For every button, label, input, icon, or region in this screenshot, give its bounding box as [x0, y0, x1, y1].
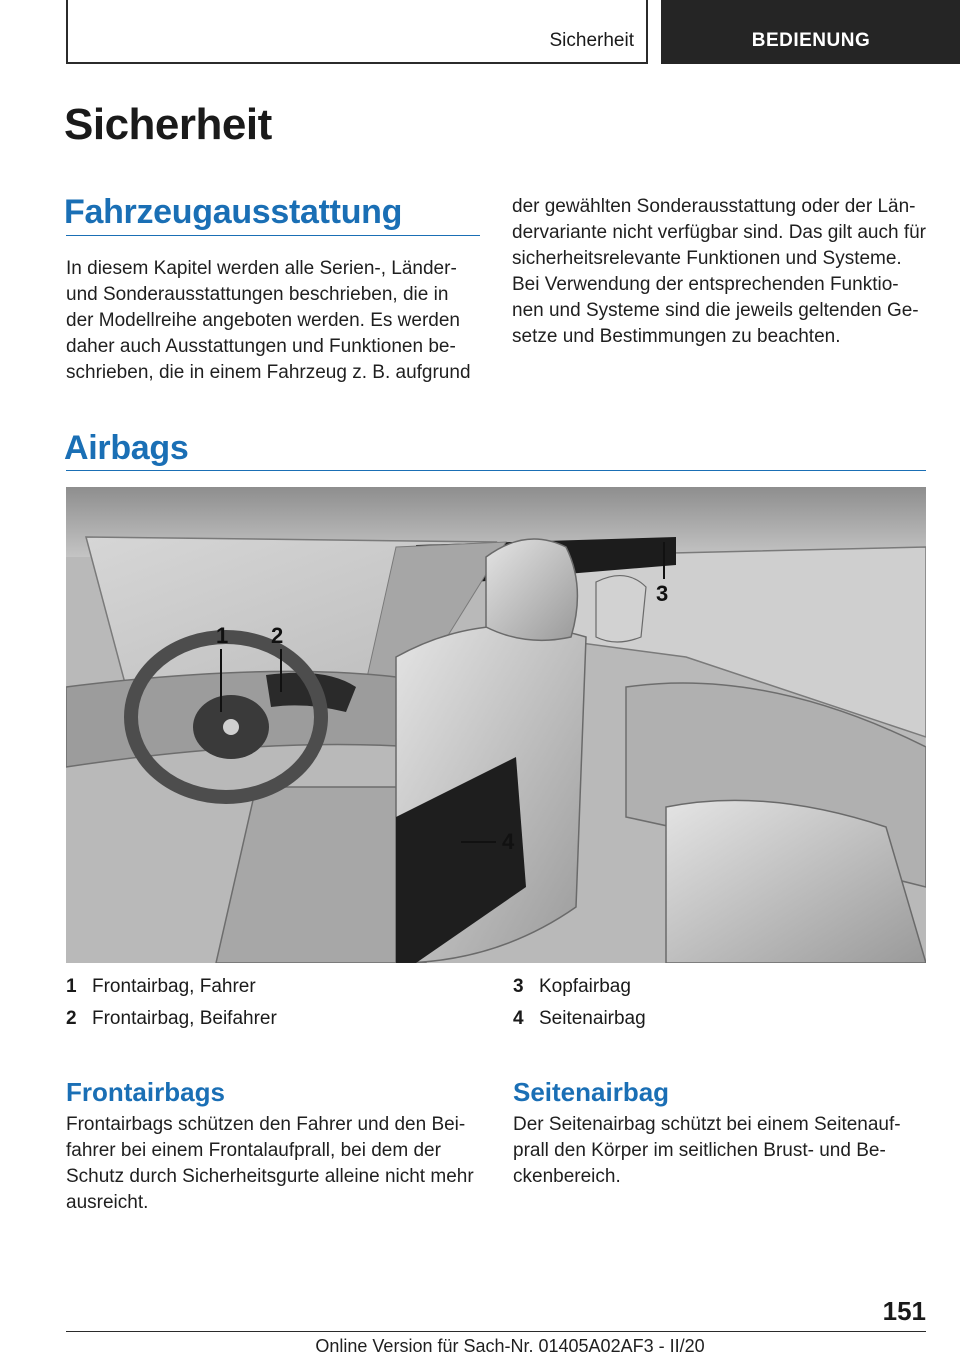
car-interior-drawing — [66, 487, 926, 963]
seitenairbag-text — [513, 1112, 933, 1190]
text-line: setze und Bestimmungen zu beachten. — [512, 326, 841, 347]
text-line: sicherheitsrelevante Funktionen und Systeme. — [512, 248, 902, 269]
header-section-label: Sicherheit — [549, 30, 634, 51]
text-line: ckenbereich. — [513, 1166, 621, 1187]
equipment-text-left — [66, 256, 486, 386]
legend-number: 4 — [513, 1008, 524, 1029]
legend-number: 2 — [66, 1008, 77, 1029]
legend-number: 1 — [66, 976, 77, 997]
header-section-tab — [66, 0, 648, 64]
seitenairbag-heading: Seitenairbag — [513, 1077, 670, 1107]
header-chapter-label: BEDIENUNG — [751, 30, 871, 51]
airbag-illustration — [66, 487, 926, 963]
page-title: Sicherheit — [64, 100, 272, 149]
callout-4: 4 — [502, 829, 515, 854]
text-line: In diesem Kapitel werden alle Serien-, Länder- — [66, 258, 457, 279]
airbags-heading: Airbags — [64, 429, 189, 467]
legend-right — [513, 971, 646, 1035]
equipment-text-right — [512, 194, 932, 350]
callout-2: 2 — [271, 623, 284, 648]
equipment-heading: Fahrzeugausstattung — [64, 193, 403, 231]
header-chapter-tab — [661, 0, 960, 64]
callout-1: 1 — [216, 623, 229, 648]
text-line: dervariante nicht verfügbar sind. Das gilt auch für — [512, 222, 926, 243]
text-line: prall den Körper im seitlichen Brust- und Be- — [513, 1140, 886, 1161]
frontairbags-text — [66, 1112, 496, 1216]
legend-number: 3 — [513, 976, 524, 997]
footer-online-version: Online Version für Sach-Nr. 01405A02AF3 - II/20 — [315, 1336, 705, 1356]
legend-label: Kopfairbag — [539, 976, 631, 997]
text-line: schrieben, die in einem Fahrzeug z. B. aufgrund — [66, 362, 471, 383]
text-line: Schutz durch Sicherheitsgurte alleine nicht mehr — [66, 1166, 474, 1187]
text-line: Frontairbags schützen den Fahrer und den Bei- — [66, 1114, 466, 1135]
text-line: Der Seitenairbag schützt bei einem Seitenauf- — [513, 1114, 901, 1135]
text-line: und Sonderausstattungen beschrieben, die in — [66, 284, 449, 305]
callout-3: 3 — [656, 581, 669, 606]
airbags-heading-rule — [66, 470, 926, 471]
legend-item — [513, 971, 646, 1003]
equipment-heading-rule — [66, 235, 480, 236]
legend-item — [66, 1003, 277, 1035]
legend-label: Frontairbag, Beifahrer — [92, 1008, 277, 1029]
legend-label: Seitenairbag — [539, 1008, 646, 1029]
legend-left — [66, 971, 277, 1035]
legend-item — [66, 971, 277, 1003]
text-line: der gewählten Sonderausstattung oder der Län- — [512, 196, 916, 217]
text-line: nen und Systeme sind die jeweils geltenden Ge- — [512, 300, 919, 321]
footer-rule — [66, 1331, 926, 1332]
text-line: daher auch Ausstattungen und Funktionen be- — [66, 336, 456, 357]
page-number: 151 — [882, 1296, 926, 1326]
text-line: Bei Verwendung der entsprechenden Funktio- — [512, 274, 899, 295]
legend-label: Frontairbag, Fahrer — [92, 976, 256, 997]
text-line: ausreicht. — [66, 1192, 149, 1213]
legend-item — [513, 1003, 646, 1035]
text-line: der Modellreihe angeboten werden. Es werden — [66, 310, 460, 331]
frontairbags-heading: Frontairbags — [66, 1077, 225, 1107]
text-line: fahrer bei einem Frontalaufprall, bei dem der — [66, 1140, 441, 1161]
